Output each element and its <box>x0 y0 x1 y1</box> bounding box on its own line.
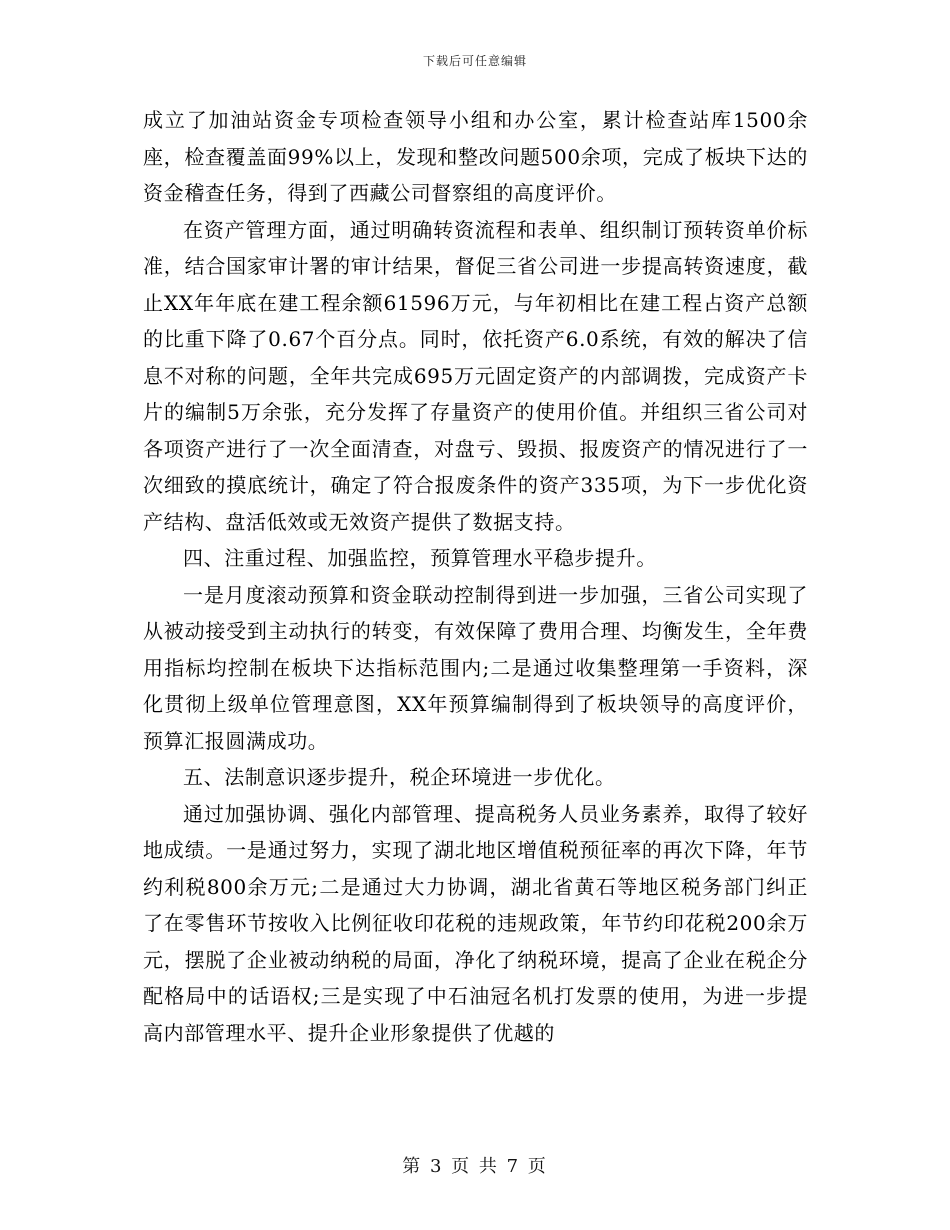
paragraph-budget: 一是月度滚动预算和资金联动控制得到进一步加强，三省公司实现了从被动接受到主动执行的转变，有效保障了费用合理、均衡发生，全年费用指标均控制在板块下达指标范围内;二是通过收集整理第一手资料，深化贯彻上级单位管理意图，XX年预算编制得到了板块领导的高度评价，预算汇报圆满成功。 <box>143 582 808 753</box>
document-body <box>143 102 808 1051</box>
section-heading-budget: 四、注重过程、加强监控，预算管理水平稳步提升。 <box>183 546 657 570</box>
section-heading-tax: 五、法制意识逐步提升，税企环境进一步优化。 <box>183 765 616 789</box>
paragraph-tax: 通过加强协调、强化内部管理、提高税务人员业务素养，取得了较好地成绩。一是通过努力，实现了湖北地区增值税预征率的再次下降，年节约利税800余万元;二是通过大力协调，湖北省黄石等地区税务部门纠正了在零售环节按收入比例征收印花税的违规政策，年节约印花税200余万元，摆脱了企业被动纳税的局面，净化了纳税环境，提高了企业在税企分配格局中的话语权;三是实现了中石油冠名机打发票的使用，为进一步提高内部管理水平、提升企业形象提供了优越的 <box>143 801 808 1045</box>
paragraph-asset-management: 在资产管理方面，通过明确转资流程和表单、组织制订预转资单价标准，结合国家审计署的审计结果，督促三省公司进一步提高转资速度，截止XX年年底在建工程余额61596万元，与年初相比在建工程占资产总额的比重下降了0.67个百分点。同时，依托资产6.0系统，有效的解决了信息不对称的问题，全年共完成695万元固定资产的内部调拨，完成资产卡片的编制5万余张，充分发挥了存量资产的使用价值。并组织三省公司对各项资产进行了一次全面清查，对盘亏、毁损、报废资产的情况进行了一次细致的摸底统计，确定了符合报废条件的资产335项，为下一步优化资产结构、盘活低效或无效资产提供了数据支持。 <box>143 217 808 534</box>
paragraph-continuation: 成立了加油站资金专项检查领导小组和办公室，累计检查站库1500余座，检查覆盖面99%以上，发现和整改问题500余项，完成了板块下达的资金稽查任务，得到了西藏公司督察组的高度评价。 <box>143 108 808 205</box>
page-number-footer: 第 3 页 共 7 页 <box>402 1156 548 1177</box>
page-header: 下载后可任意编辑 <box>422 54 527 68</box>
